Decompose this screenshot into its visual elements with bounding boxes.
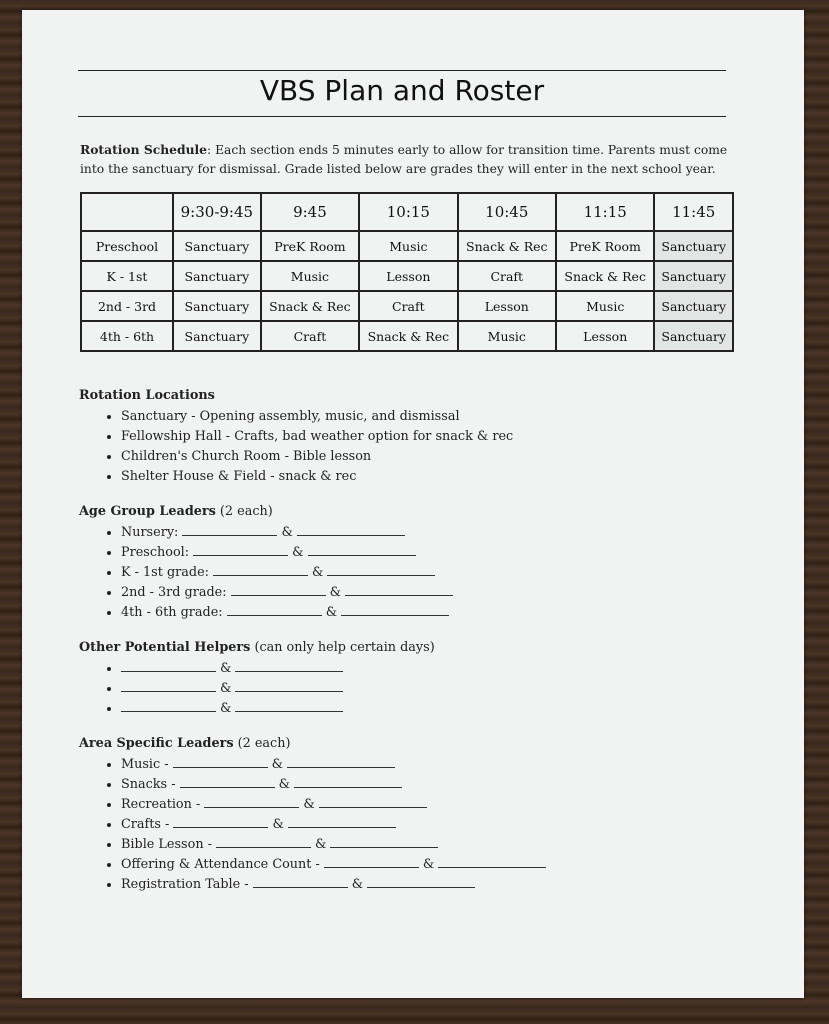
table-cell: Sanctuary xyxy=(654,261,733,291)
table-cell: PreK Room xyxy=(261,231,359,261)
table-cell: Craft xyxy=(261,321,359,351)
helpers-list xyxy=(79,659,759,719)
header-cell: 10:15 xyxy=(359,193,457,231)
table-cell: Music xyxy=(261,261,359,291)
list-item xyxy=(121,563,759,583)
table-cell: Sanctuary xyxy=(173,261,261,291)
list-item: • Fellowship Hall - Crafts, bad weather option for snack & rec xyxy=(121,427,759,447)
section-heading-text: Other Potential Helpers xyxy=(79,640,251,655)
header-cell: 10:45 xyxy=(458,193,556,231)
table-row xyxy=(81,231,733,261)
table-cell: Sanctuary xyxy=(173,321,261,351)
section-heading-text: Age Group Leaders xyxy=(79,504,216,519)
blank-line[interactable] xyxy=(345,584,453,596)
table-cell: Music xyxy=(359,231,457,261)
section-heading xyxy=(79,386,759,405)
blank-line[interactable] xyxy=(294,776,402,788)
blank-line[interactable] xyxy=(121,700,216,712)
table-cell: Music xyxy=(458,321,556,351)
table-cell: Craft xyxy=(359,291,457,321)
ampersand: & xyxy=(303,797,315,812)
list-item: • Sanctuary - Opening assembly, music, and dismissal xyxy=(121,407,759,427)
table-cell: Snack & Rec xyxy=(458,231,556,261)
blank-line[interactable] xyxy=(330,836,438,848)
blank-line[interactable] xyxy=(308,544,416,556)
list-item xyxy=(121,659,759,679)
table-cell: Snack & Rec xyxy=(556,261,654,291)
blank-line[interactable] xyxy=(288,816,396,828)
list-item xyxy=(121,835,759,855)
ampersand: & xyxy=(315,837,327,852)
list-item xyxy=(121,875,759,895)
table-cell: PreK Room xyxy=(556,231,654,261)
item-label: 4th - 6th grade: xyxy=(121,605,223,620)
blank-line[interactable] xyxy=(319,796,427,808)
locations-list xyxy=(79,407,759,487)
list-item xyxy=(121,815,759,835)
list-item: • Children's Church Room - Bible lesson xyxy=(121,447,759,467)
item-label: K - 1st grade: xyxy=(121,565,209,580)
header-cell xyxy=(81,193,173,231)
blank-line[interactable] xyxy=(182,524,277,536)
title-rule-top xyxy=(78,70,726,71)
table-row xyxy=(81,291,733,321)
blank-line[interactable] xyxy=(341,604,449,616)
table-row xyxy=(81,321,733,351)
section-heading-text: Rotation Locations xyxy=(79,388,215,403)
section-note: (2 each) xyxy=(215,504,273,519)
item-label: Registration Table - xyxy=(121,877,249,892)
ampersand: & xyxy=(220,701,232,716)
list-item xyxy=(121,699,759,719)
document-page xyxy=(22,10,804,998)
list-item: • Shelter House & Field - snack & rec xyxy=(121,467,759,487)
ampersand: & xyxy=(220,681,232,696)
ampersand: & xyxy=(312,565,324,580)
blank-line[interactable] xyxy=(204,796,299,808)
blank-line[interactable] xyxy=(235,660,343,672)
intro-label: Rotation Schedule xyxy=(80,142,208,157)
blank-line[interactable] xyxy=(213,564,308,576)
item-label: 2nd - 3rd grade: xyxy=(121,585,227,600)
list-item xyxy=(121,755,759,775)
blank-line[interactable] xyxy=(227,604,322,616)
blank-line[interactable] xyxy=(327,564,435,576)
schedule-header-row xyxy=(81,193,733,231)
table-cell: Music xyxy=(556,291,654,321)
item-label: Music - xyxy=(121,757,169,772)
item-label: Nursery: xyxy=(121,525,179,540)
table-cell: Snack & Rec xyxy=(359,321,457,351)
blank-line[interactable] xyxy=(121,680,216,692)
table-cell: Lesson xyxy=(556,321,654,351)
ampersand: & xyxy=(220,661,232,676)
blank-line[interactable] xyxy=(235,700,343,712)
blank-line[interactable] xyxy=(235,680,343,692)
blank-line[interactable] xyxy=(324,856,419,868)
row-label: Preschool xyxy=(81,231,173,261)
item-label: Preschool: xyxy=(121,545,190,560)
ampersand: & xyxy=(272,817,284,832)
blank-line[interactable] xyxy=(193,544,288,556)
ampersand: & xyxy=(271,757,284,772)
blank-line[interactable] xyxy=(121,660,216,672)
page-title: VBS Plan and Roster xyxy=(259,74,545,107)
ampersand: & xyxy=(281,525,293,540)
blank-line[interactable] xyxy=(253,876,348,888)
section-heading xyxy=(79,638,759,657)
header-cell: 11:15 xyxy=(556,193,654,231)
area-leaders-list xyxy=(79,755,759,895)
list-item xyxy=(121,775,759,795)
header-cell: 11:45 xyxy=(654,193,733,231)
roster-sections xyxy=(79,386,759,910)
section-heading xyxy=(79,502,759,521)
blank-line[interactable] xyxy=(173,816,268,828)
item-label: Recreation - xyxy=(121,797,201,812)
list-item xyxy=(121,855,759,875)
age-leaders-list xyxy=(79,523,759,623)
table-cell: Lesson xyxy=(458,291,556,321)
rotation-schedule-table xyxy=(80,192,734,352)
blank-line[interactable] xyxy=(297,524,405,536)
table-cell: Craft xyxy=(458,261,556,291)
list-item xyxy=(121,583,759,603)
age-group-leaders-section xyxy=(79,502,759,623)
table-cell: Sanctuary xyxy=(654,321,733,351)
ampersand: & xyxy=(292,545,304,560)
item-label: Snacks - xyxy=(121,777,176,792)
list-item xyxy=(121,795,759,815)
item-label: Crafts - xyxy=(121,817,170,832)
row-label: 4th - 6th xyxy=(81,321,173,351)
blank-line[interactable] xyxy=(173,756,268,768)
table-cell: Sanctuary xyxy=(173,291,261,321)
item-label: Bible Lesson - xyxy=(121,837,212,852)
blank-line[interactable] xyxy=(287,756,395,768)
list-item xyxy=(121,543,759,563)
blank-line[interactable] xyxy=(367,876,475,888)
table-cell: Sanctuary xyxy=(654,231,733,261)
rotation-locations-section xyxy=(79,386,759,487)
intro-text: : Each section ends 5 minutes early to allow for transition time. Parents must come into the sanctuary for dismissal. Grade listed below are grades they will enter in the next school year. xyxy=(80,143,728,176)
list-item xyxy=(121,603,759,623)
ampersand: & xyxy=(351,877,364,892)
ampersand: & xyxy=(422,857,435,872)
section-note: (2 each) xyxy=(233,736,291,751)
ampersand: & xyxy=(325,605,338,620)
header-cell: 9:30-9:45 xyxy=(173,193,261,231)
section-heading-text: Area Specific Leaders xyxy=(79,736,234,751)
section-heading xyxy=(79,734,759,753)
header-cell: 9:45 xyxy=(261,193,359,231)
intro-paragraph xyxy=(80,140,730,179)
section-note: (can only help certain days) xyxy=(250,640,435,655)
row-label: 2nd - 3rd xyxy=(81,291,173,321)
other-helpers-section xyxy=(79,638,759,719)
list-item xyxy=(121,679,759,699)
table-cell: Sanctuary xyxy=(173,231,261,261)
blank-line[interactable] xyxy=(180,776,275,788)
ampersand: & xyxy=(278,777,291,792)
title-rule-bottom xyxy=(78,116,726,117)
table-cell: Snack & Rec xyxy=(261,291,359,321)
row-label: K - 1st xyxy=(81,261,173,291)
table-cell: Sanctuary xyxy=(654,291,733,321)
item-label: Offering & Attendance Count - xyxy=(121,857,320,872)
area-leaders-section xyxy=(79,734,759,895)
blank-line[interactable] xyxy=(216,836,311,848)
blank-line[interactable] xyxy=(231,584,326,596)
table-cell: Lesson xyxy=(359,261,457,291)
table-row xyxy=(81,261,733,291)
ampersand: & xyxy=(329,585,342,600)
blank-line[interactable] xyxy=(438,856,546,868)
list-item xyxy=(121,523,759,543)
